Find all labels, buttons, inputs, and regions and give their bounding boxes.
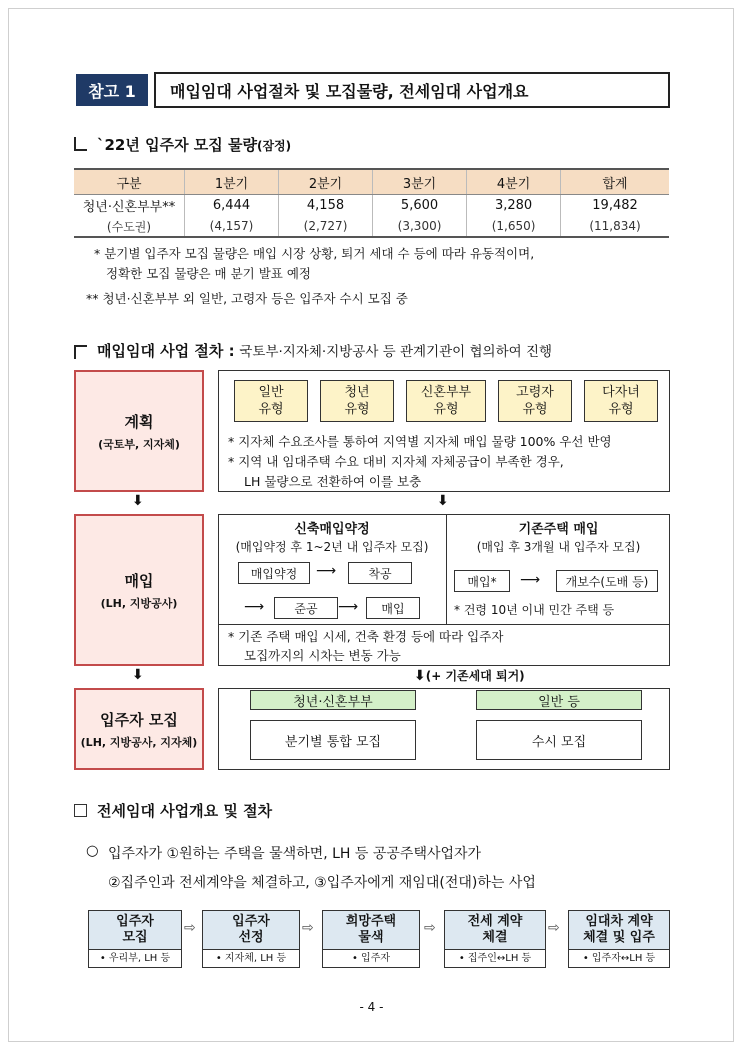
step-box: 착공 [348,562,412,584]
flow-step-sub: • 입주자↔LH 등 [568,950,670,968]
volume-note-1: * 분기별 입주자 모집 물량은 매입 시장 상황, 퇴거 세대 수 등에 따라 유동적이며, [94,246,535,261]
reference-tag: 참고 1 [76,74,148,106]
jeonse-bullet-icon: ○ [86,843,99,859]
page-number: - 4 - [359,1000,384,1014]
flow-step-sub: • 집주인↔LH 등 [444,950,546,968]
type-box: 고령자 유형 [498,380,572,422]
table-cell: 4,158 [279,195,373,217]
panel-divider [218,624,670,625]
section-bracket-icon [74,137,87,151]
step-box: 준공 [274,597,338,619]
type-box: 청년 유형 [320,380,394,422]
col-header: 1분기 [185,169,279,195]
flow-step: 희망주택 물색 [322,910,420,950]
recruit-label-box: 일반 등 [476,690,642,710]
table-cell: (2,727) [279,216,373,237]
type-box: 일반 유형 [234,380,308,422]
table-cell: (수도권) [74,216,185,237]
table-cell: (1,650) [467,216,561,237]
arrow-right-icon: ⇨ [184,920,196,936]
volume-note-1b: 정확한 모집 물량은 매 분기 발표 예정 [106,266,311,281]
arrow-right-icon: ⇨ [302,920,314,936]
volume-table [74,168,669,238]
section-bracket-icon [74,345,87,359]
arrow-right-icon: ⟶ [244,599,265,615]
recruit-method-box: 분기별 통합 모집 [250,720,416,760]
table-row [74,216,669,237]
table-cell: 6,444 [185,195,279,217]
table-row [74,195,669,217]
table-cell: (3,300) [373,216,467,237]
table-cell: (11,834) [561,216,669,237]
table-cell: 5,600 [373,195,467,217]
arrow-right-icon: ⇨ [424,920,436,936]
col-header: 구분 [74,169,185,195]
table-cell: 3,280 [467,195,561,217]
step-box: 매입 [366,597,420,619]
arrow-down-icon: ⬇ [132,667,144,683]
purchase-note-1: * 기존 주택 매입 시세, 건축 환경 등에 따라 입주자 [228,629,504,644]
existing-purchase-desc: (매입 후 3개월 내 입주자 모집) [476,540,641,554]
new-purchase-desc: (매입약정 후 1~2년 내 입주자 모집) [235,540,429,554]
arrow-right-icon: ⟶ [316,563,337,579]
purchase-note-2: 모집까지의 시차는 변동 가능 [244,648,401,663]
flow-step-sub: • 지자체, LH 등 [202,950,300,968]
type-box: 다자녀 유형 [584,380,658,422]
volume-note-2: ** 청년·신혼부부 외 일반, 고령자 등은 입주자 수시 모집 중 [86,291,408,306]
arrow-down-icon: ⬇ [414,668,426,684]
arrow-right-icon: ⇨ [548,920,560,936]
step-box: 매입* [454,570,510,592]
recruit-label-box: 청년·신혼부부 [250,690,416,710]
volume-section-title: `22년 입주자 모집 물량(잠정) [74,134,291,155]
step-box: 개보수(도배 등) [556,570,658,592]
jeonse-desc-1: 입주자가 ①원하는 주택을 물색하면, LH 등 공공주택사업자가 [108,846,482,862]
flow-step: 입주자 모집 [88,910,182,950]
col-header: 2분기 [279,169,373,195]
square-bullet-icon [74,804,87,817]
table-cell: (4,157) [185,216,279,237]
col-header: 4분기 [467,169,561,195]
stage-purchase: 매입 (LH, 지방공사) [74,514,204,666]
stage-plan: 계획 (국토부, 지자체) [74,370,204,492]
step-box: 매입약정 [238,562,310,584]
recruit-method-box: 수시 모집 [476,720,642,760]
jeonse-section-title: 전세임대 사업개요 및 절차 [74,800,272,821]
arrow-right-icon: ⟶ [520,572,541,588]
existing-purchase-title: 기존주택 매입 [518,522,599,537]
col-header: 합계 [561,169,669,195]
arrow-down-icon: ⬇ [132,493,144,509]
page-title: 매입임대 사업절차 및 모집물량, 전세임대 사업개요 [154,72,670,108]
table-cell: 19,482 [561,195,669,217]
flow-step: 입주자 선정 [202,910,300,950]
arrow-down-icon: ⬇ [437,493,449,509]
flow-step: 전세 계약 체결 [444,910,546,950]
flow-step-sub: • 입주자 [322,950,420,968]
jeonse-desc-2: ②집주인과 전세계약을 체결하고, ③입주자에게 재임대(전대)하는 사업 [108,875,536,891]
arrow-right-icon: ⟶ [338,599,359,615]
plan-note-2: * 지역 내 임대주택 수요 대비 지자체 자체공급이 부족한 경우, [228,454,564,469]
type-box: 신혼부부 유형 [406,380,486,422]
stage-recruit: 입주자 모집 (LH, 지방공사, 지자체) [74,688,204,770]
table-cell: 청년·신혼부부** [82,200,176,215]
col-header: 3분기 [373,169,467,195]
plan-note-3: LH 물량으로 전환하여 이를 보충 [244,474,422,489]
existing-purchase-note: * 건령 10년 이내 민간 주택 등 [454,603,615,617]
procedure-section-title: 매입임대 사업 절차 : 국토부·지자체·지방공사 등 관계기관이 협의하여 진행 [74,340,552,361]
flow-step-sub: • 우리부, LH 등 [88,950,182,968]
new-purchase-title: 신축매입약정 [294,522,370,537]
vacate-note: ⬇(+ 기존세대 퇴거) [414,668,525,684]
plan-note-1: * 지자체 수요조사를 통하여 지역별 지자체 매입 물량 100% 우선 반영 [228,434,612,449]
flow-step: 임대차 계약 체결 및 입주 [568,910,670,950]
